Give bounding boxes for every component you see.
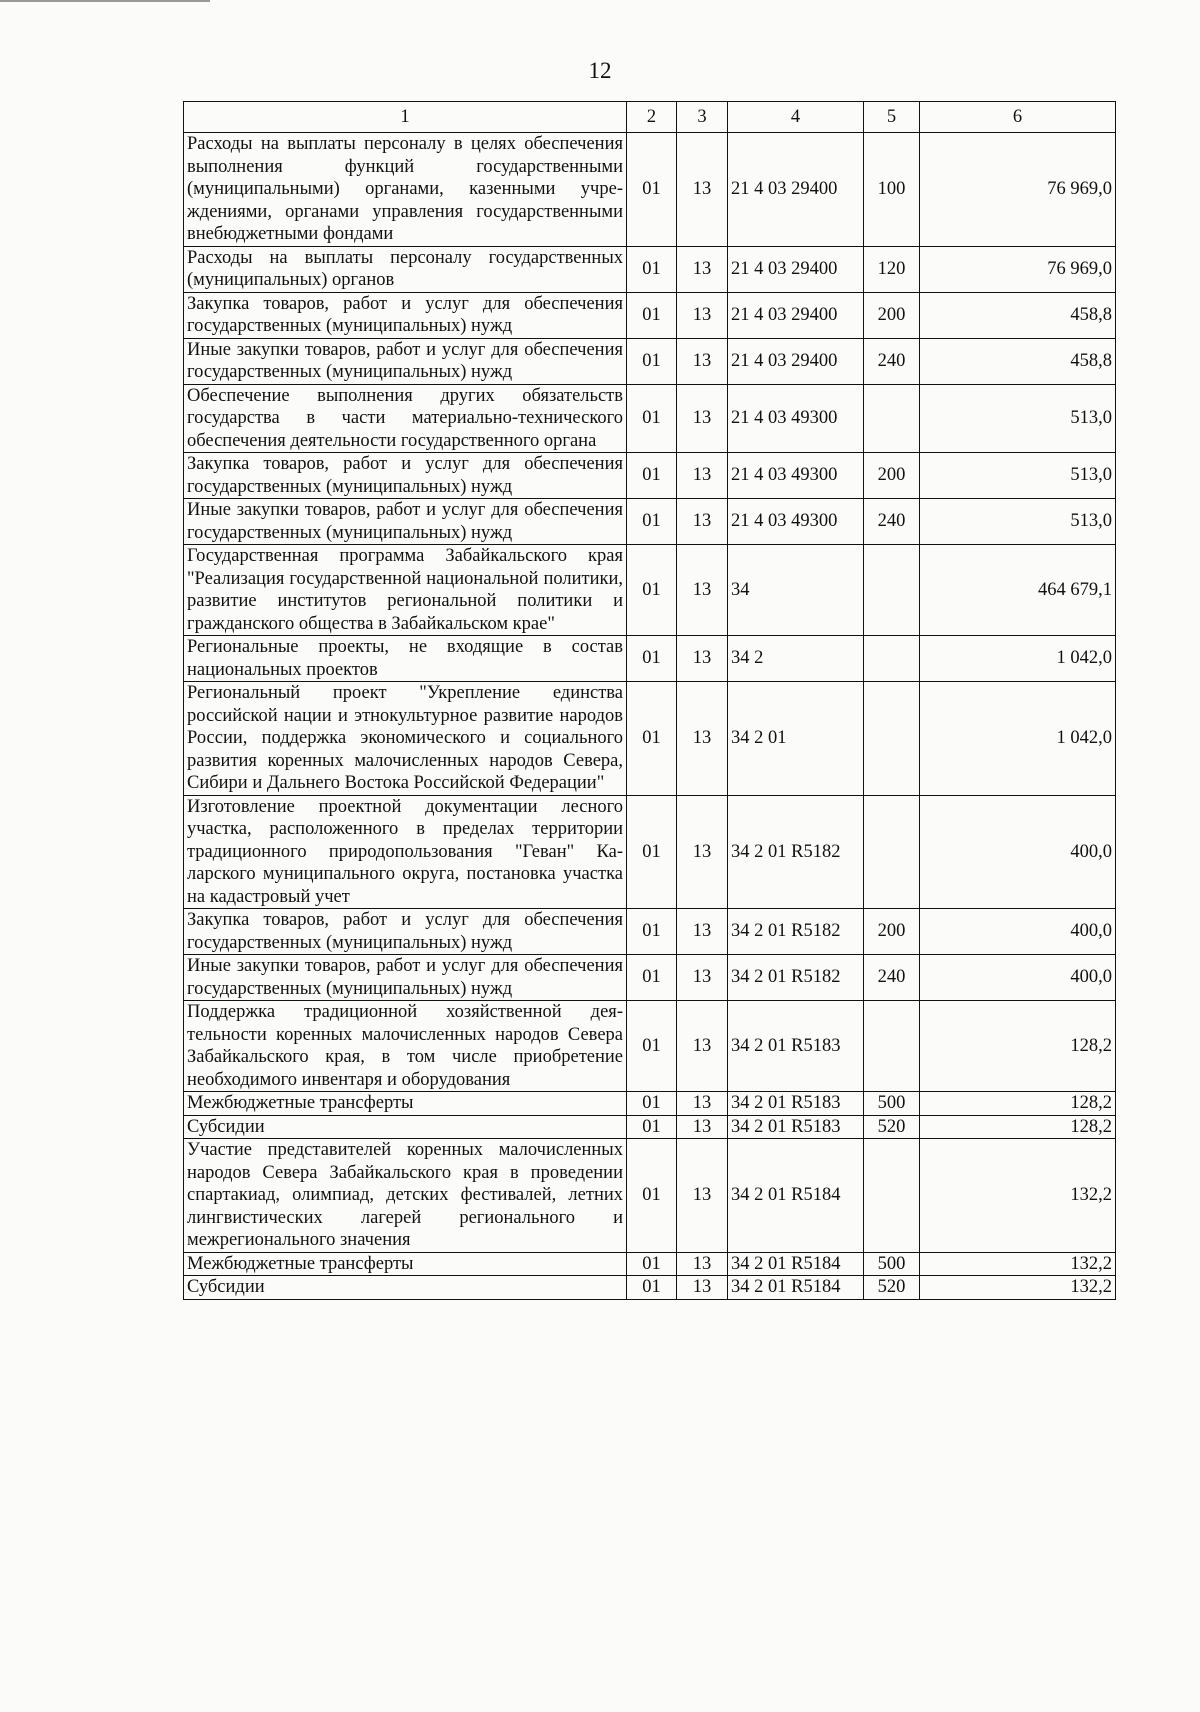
expense-type-code-cell: 500 <box>864 1252 920 1276</box>
page-number: 12 <box>588 58 612 83</box>
subsection-code-cell: 13 <box>677 133 728 247</box>
subsection-code-cell: 13 <box>677 384 728 453</box>
amount-cell: 513,0 <box>920 453 1116 499</box>
expense-type-code-cell: 520 <box>864 1276 920 1300</box>
subsection-code-cell: 13 <box>677 795 728 909</box>
expense-name-cell: Государственная программа Забайкальского края "Реализация государственной национальной политики, развитие институтов региональной политики и гражданского общества в Забайкальском крае" <box>184 545 627 636</box>
expense-name-cell: Участие представителей коренных малочисленных народов Севера Забайкальского края в проведении спартакиад, олимпиад, детских фестивалей, летних лингвистических лагерей регионального и межрегионального значения <box>184 1139 627 1253</box>
subsection-code-cell: 13 <box>677 1139 728 1253</box>
table-row <box>184 338 1116 384</box>
header-col-3: 3 <box>677 102 728 133</box>
expense-name-cell: Расходы на выплаты персоналу государственных (муниципальных) органов <box>184 246 627 292</box>
table-row <box>184 545 1116 636</box>
section-code-cell: 01 <box>627 545 677 636</box>
table-row <box>184 1276 1116 1300</box>
expense-name-cell: Расходы на выплаты персоналу в целях обеспечения выполнения функций государственными (муниципальными) органами, казенными учреждениями, органами управления государственными внебюджетными фондами <box>184 133 627 247</box>
expense-type-code-cell: 200 <box>864 292 920 338</box>
amount-cell: 1 042,0 <box>920 682 1116 796</box>
amount-cell: 464 679,1 <box>920 545 1116 636</box>
scan-edge-line <box>0 0 210 2</box>
subsection-code-cell: 13 <box>677 682 728 796</box>
target-item-code-cell: 34 2 01 R5182 <box>728 795 864 909</box>
expense-type-code-cell: 200 <box>864 453 920 499</box>
expense-type-code-cell: 240 <box>864 955 920 1001</box>
table-header <box>184 102 1116 133</box>
amount-cell: 128,2 <box>920 1092 1116 1116</box>
expense-type-code-cell: 120 <box>864 246 920 292</box>
table-row <box>184 133 1116 247</box>
target-item-code-cell: 34 <box>728 545 864 636</box>
amount-cell: 400,0 <box>920 909 1116 955</box>
target-item-code-cell: 21 4 03 49300 <box>728 384 864 453</box>
subsection-code-cell: 13 <box>677 545 728 636</box>
expense-type-code-cell <box>864 1139 920 1253</box>
expense-type-code-cell: 200 <box>864 909 920 955</box>
subsection-code-cell: 13 <box>677 292 728 338</box>
expense-type-code-cell <box>864 545 920 636</box>
subsection-code-cell: 13 <box>677 453 728 499</box>
expense-type-code-cell: 500 <box>864 1092 920 1116</box>
expense-type-code-cell: 240 <box>864 499 920 545</box>
section-code-cell: 01 <box>627 1092 677 1116</box>
expense-name-cell: Закупка товаров, работ и услуг для обеспечения государственных (муниципальных) нужд <box>184 453 627 499</box>
table-row <box>184 1139 1116 1253</box>
table-row <box>184 1092 1116 1116</box>
target-item-code-cell: 34 2 01 R5184 <box>728 1139 864 1253</box>
expense-name-cell: Региональный проект "Укрепление единства российской нации и этнокультурное развитие народов России, поддержка экономического и социального развития коренных малочисленных народов Севера, Сибири и Дальнего Востока Российской Федерации" <box>184 682 627 796</box>
expense-name-cell: Поддержка традиционной хозяйственной деятельности коренных малочисленных народов Севера Забайкальского края, в том числе приобретение необходимого инвентаря и оборудования <box>184 1001 627 1092</box>
amount-cell: 458,8 <box>920 338 1116 384</box>
target-item-code-cell: 21 4 03 49300 <box>728 453 864 499</box>
expense-name-cell: Изготовление проектной документации лесного участка, расположенного в пределах территории традиционного природопользования "Геван" Каларского муниципального округа, постановка участка на кадастровый учет <box>184 795 627 909</box>
table-row <box>184 955 1116 1001</box>
expense-type-code-cell <box>864 1001 920 1092</box>
expense-name-cell: Субсидии <box>184 1115 627 1139</box>
expense-name-cell: Иные закупки товаров, работ и услуг для обеспечения государственных (муниципальных) нужд <box>184 338 627 384</box>
section-code-cell: 01 <box>627 292 677 338</box>
section-code-cell: 01 <box>627 795 677 909</box>
amount-cell: 132,2 <box>920 1276 1116 1300</box>
target-item-code-cell: 21 4 03 29400 <box>728 338 864 384</box>
section-code-cell: 01 <box>627 453 677 499</box>
table-row <box>184 1252 1116 1276</box>
header-col-4: 4 <box>728 102 864 133</box>
subsection-code-cell: 13 <box>677 338 728 384</box>
target-item-code-cell: 21 4 03 29400 <box>728 133 864 247</box>
budget-table <box>183 101 1116 1300</box>
amount-cell: 458,8 <box>920 292 1116 338</box>
section-code-cell: 01 <box>627 246 677 292</box>
subsection-code-cell: 13 <box>677 955 728 1001</box>
header-row <box>184 102 1116 133</box>
expense-name-cell: Межбюджетные трансферты <box>184 1252 627 1276</box>
amount-cell: 76 969,0 <box>920 133 1116 247</box>
expense-name-cell: Закупка товаров, работ и услуг для обеспечения государственных (муниципальных) нужд <box>184 292 627 338</box>
table-row <box>184 499 1116 545</box>
table-row <box>184 1001 1116 1092</box>
table-row <box>184 909 1116 955</box>
section-code-cell: 01 <box>627 909 677 955</box>
expense-type-code-cell: 240 <box>864 338 920 384</box>
amount-cell: 1 042,0 <box>920 636 1116 682</box>
subsection-code-cell: 13 <box>677 636 728 682</box>
target-item-code-cell: 34 2 01 R5182 <box>728 955 864 1001</box>
expense-name-cell: Субсидии <box>184 1276 627 1300</box>
amount-cell: 132,2 <box>920 1139 1116 1253</box>
expense-type-code-cell <box>864 636 920 682</box>
target-item-code-cell: 21 4 03 49300 <box>728 499 864 545</box>
target-item-code-cell: 34 2 01 R5182 <box>728 909 864 955</box>
section-code-cell: 01 <box>627 499 677 545</box>
section-code-cell: 01 <box>627 955 677 1001</box>
target-item-code-cell: 21 4 03 29400 <box>728 246 864 292</box>
header-col-1: 1 <box>184 102 627 133</box>
table-row <box>184 453 1116 499</box>
section-code-cell: 01 <box>627 1139 677 1253</box>
header-col-6: 6 <box>920 102 1116 133</box>
table-row <box>184 1115 1116 1139</box>
table-body <box>184 133 1116 1300</box>
section-code-cell: 01 <box>627 338 677 384</box>
section-code-cell: 01 <box>627 1276 677 1300</box>
table-row <box>184 246 1116 292</box>
section-code-cell: 01 <box>627 1252 677 1276</box>
amount-cell: 132,2 <box>920 1252 1116 1276</box>
subsection-code-cell: 13 <box>677 246 728 292</box>
amount-cell: 400,0 <box>920 955 1116 1001</box>
amount-cell: 513,0 <box>920 384 1116 453</box>
table-row <box>184 292 1116 338</box>
expense-type-code-cell <box>864 682 920 796</box>
expense-type-code-cell <box>864 795 920 909</box>
amount-cell: 76 969,0 <box>920 246 1116 292</box>
target-item-code-cell: 34 2 01 R5184 <box>728 1276 864 1300</box>
expense-name-cell: Межбюджетные трансферты <box>184 1092 627 1116</box>
expense-name-cell: Иные закупки товаров, работ и услуг для обеспечения государственных (муниципальных) нужд <box>184 499 627 545</box>
target-item-code-cell: 21 4 03 29400 <box>728 292 864 338</box>
expense-name-cell: Обеспечение выполнения других обязательств государства в части материально-технического обеспечения деятельности государственного органа <box>184 384 627 453</box>
amount-cell: 513,0 <box>920 499 1116 545</box>
section-code-cell: 01 <box>627 384 677 453</box>
expense-type-code-cell: 100 <box>864 133 920 247</box>
expense-type-code-cell <box>864 384 920 453</box>
subsection-code-cell: 13 <box>677 1092 728 1116</box>
table-row <box>184 682 1116 796</box>
subsection-code-cell: 13 <box>677 1001 728 1092</box>
table-row <box>184 636 1116 682</box>
subsection-code-cell: 13 <box>677 499 728 545</box>
section-code-cell: 01 <box>627 636 677 682</box>
subsection-code-cell: 13 <box>677 1276 728 1300</box>
expense-name-cell: Иные закупки товаров, работ и услуг для обеспечения государственных (муниципальных) нужд <box>184 955 627 1001</box>
header-col-2: 2 <box>627 102 677 133</box>
expense-type-code-cell: 520 <box>864 1115 920 1139</box>
amount-cell: 128,2 <box>920 1001 1116 1092</box>
target-item-code-cell: 34 2 <box>728 636 864 682</box>
subsection-code-cell: 13 <box>677 1115 728 1139</box>
subsection-code-cell: 13 <box>677 1252 728 1276</box>
header-col-5: 5 <box>864 102 920 133</box>
expense-name-cell: Закупка товаров, работ и услуг для обеспечения государственных (муниципальных) нужд <box>184 909 627 955</box>
section-code-cell: 01 <box>627 682 677 796</box>
table-row <box>184 384 1116 453</box>
target-item-code-cell: 34 2 01 R5183 <box>728 1115 864 1139</box>
section-code-cell: 01 <box>627 133 677 247</box>
target-item-code-cell: 34 2 01 <box>728 682 864 796</box>
amount-cell: 400,0 <box>920 795 1116 909</box>
table-row <box>184 795 1116 909</box>
target-item-code-cell: 34 2 01 R5184 <box>728 1252 864 1276</box>
expense-name-cell: Региональные проекты, не входящие в состав национальных проектов <box>184 636 627 682</box>
amount-cell: 128,2 <box>920 1115 1116 1139</box>
target-item-code-cell: 34 2 01 R5183 <box>728 1092 864 1116</box>
target-item-code-cell: 34 2 01 R5183 <box>728 1001 864 1092</box>
section-code-cell: 01 <box>627 1115 677 1139</box>
subsection-code-cell: 13 <box>677 909 728 955</box>
section-code-cell: 01 <box>627 1001 677 1092</box>
